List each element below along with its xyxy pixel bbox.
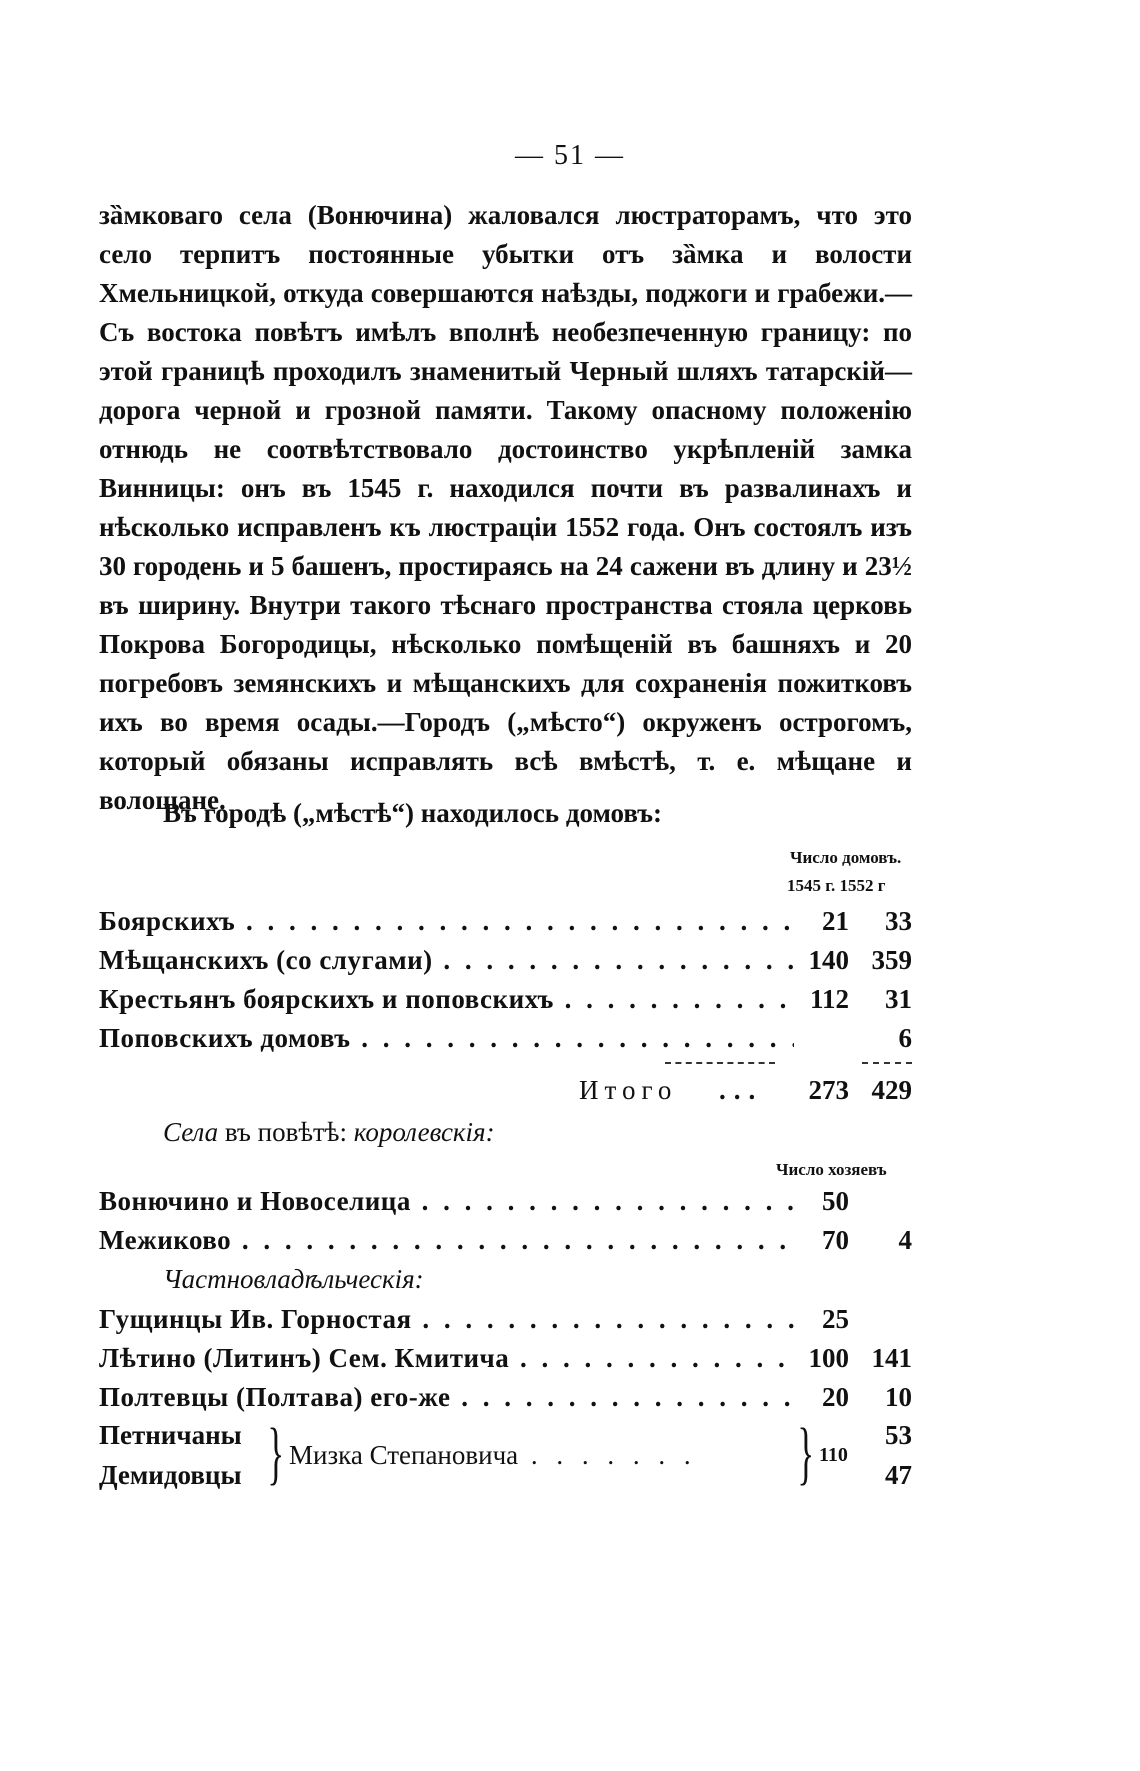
houses-column-header: Число домовъ. — [790, 848, 902, 867]
value-col-1: 20 — [822, 1382, 849, 1412]
table-row — [99, 906, 912, 944]
value-1552: 31 — [885, 984, 912, 1014]
value-col-1: 70 — [822, 1225, 849, 1255]
row-label: Боярскихъ . . . — [99, 906, 794, 937]
villages-heading — [163, 1117, 495, 1148]
page-number: — 51 — — [515, 140, 625, 171]
value-1552: 33 — [885, 906, 912, 936]
villages-heading-italic: Села — [163, 1117, 219, 1147]
value-col-1: 50 — [822, 1186, 849, 1216]
villages-heading-royal: королевскія: — [353, 1117, 495, 1147]
body-paragraph: зȁмковаго села (Вонючина) жаловался люстраторамъ, что это село терпитъ постоянные убытки отъ зȁмка и волости Хмельницкой, откуда совершаются наѣзды, поджоги и грабежи.—Съ востока повѣтъ имѣлъ вполнѣ необезпеченную границу: по этой границѣ проходилъ знаменитый Черный шляхъ татарскій—дорога черной и грозной памяти. Такому опасному положенію отнюдь не соотвѣтствовало достоинство укрѣпленій замка Винницы: онъ въ 1545 г. находился почти въ развалинахъ и нѣсколько исправленъ къ люстраціи 1552 года. Онъ состоялъ изъ 30 городень и 5 башенъ, простираясь на 24 сажени въ длину и 23½ въ ширину. Внутри такого тѣснаго пространства стояла церковь Покрова Богородицы, нѣсколько помѣщеній въ башняхъ и 20 погребовъ земянскихъ и мѣщанскихъ для сохраненія пожитковъ ихъ во время осады.—Городъ („мѣсто“) окруженъ острогомъ, который обязаны исправлять всѣ вмѣстѣ, т. е. мѣщане и волощане. — [99, 200, 912, 815]
value-1545: 112 — [809, 984, 849, 1014]
row-label: Полтевцы (Полтава) его-же . . . — [99, 1382, 794, 1413]
value-1552: 6 — [898, 1023, 912, 1053]
total-1545: 273 — [808, 1075, 849, 1105]
owner-name: Мизка Степановича . . . — [289, 1440, 697, 1471]
value-col-2: 4 — [898, 1225, 912, 1255]
table-row — [99, 945, 912, 983]
row-label: Поповскихъ домовъ . . . — [99, 1023, 794, 1054]
row-label: Лѣтино (Литинъ) Сем. Кмитича . . . — [99, 1343, 794, 1374]
value-1545: 140 — [808, 945, 849, 975]
village-name: Петничаны — [99, 1420, 242, 1450]
table-row — [99, 1186, 912, 1224]
right-brace: } — [797, 1415, 815, 1492]
row-label: Гущинцы Ив. Горностая . . . — [99, 1304, 794, 1335]
table-row — [99, 984, 912, 1022]
houses-intro: Въ городѣ („мѣстѣ“) находилось домовъ: — [163, 798, 662, 828]
total-1552: 429 — [871, 1075, 912, 1105]
row-label: Межиково . . . — [99, 1225, 794, 1256]
private-heading: Частновладѣльческія: — [163, 1264, 424, 1294]
table-row — [99, 1225, 912, 1263]
table-row — [99, 1023, 912, 1061]
value-col-1: 100 — [808, 1343, 849, 1373]
left-brace: } — [267, 1415, 285, 1492]
value-col-2: 53 — [885, 1420, 912, 1450]
value-1552: 359 — [871, 945, 912, 975]
value-col-2: 47 — [885, 1460, 912, 1490]
table-row — [99, 1343, 912, 1381]
value-col-2: 10 — [885, 1382, 912, 1412]
sum-rule-1545 — [665, 1062, 775, 1064]
total-row — [99, 1075, 912, 1113]
sum-rule-1552 — [862, 1062, 912, 1064]
villages-column-header: Число хозяевъ — [776, 1160, 887, 1179]
table-row — [99, 1304, 912, 1342]
total-label: Итого — [579, 1075, 678, 1105]
row-label: Крестьянъ боярскихъ и поповскихъ . . . — [99, 984, 794, 1015]
braced-villages — [99, 1415, 912, 1500]
row-label: Мѣщанскихъ (со слугами) . . . — [99, 945, 794, 976]
villages-heading-middle: въ повѣтѣ: — [218, 1117, 354, 1147]
total-dots: ... — [719, 1075, 764, 1105]
shared-value: 110 — [819, 1444, 848, 1466]
value-col-1: 25 — [822, 1304, 849, 1334]
table-row — [99, 1382, 912, 1420]
village-name: Демидовцы — [99, 1460, 242, 1490]
value-1545: 21 — [822, 906, 849, 936]
houses-years-header: 1545 г. 1552 г — [787, 876, 886, 895]
row-label: Вонючино и Новоселица . . . — [99, 1186, 794, 1217]
value-col-2: 141 — [871, 1343, 912, 1373]
